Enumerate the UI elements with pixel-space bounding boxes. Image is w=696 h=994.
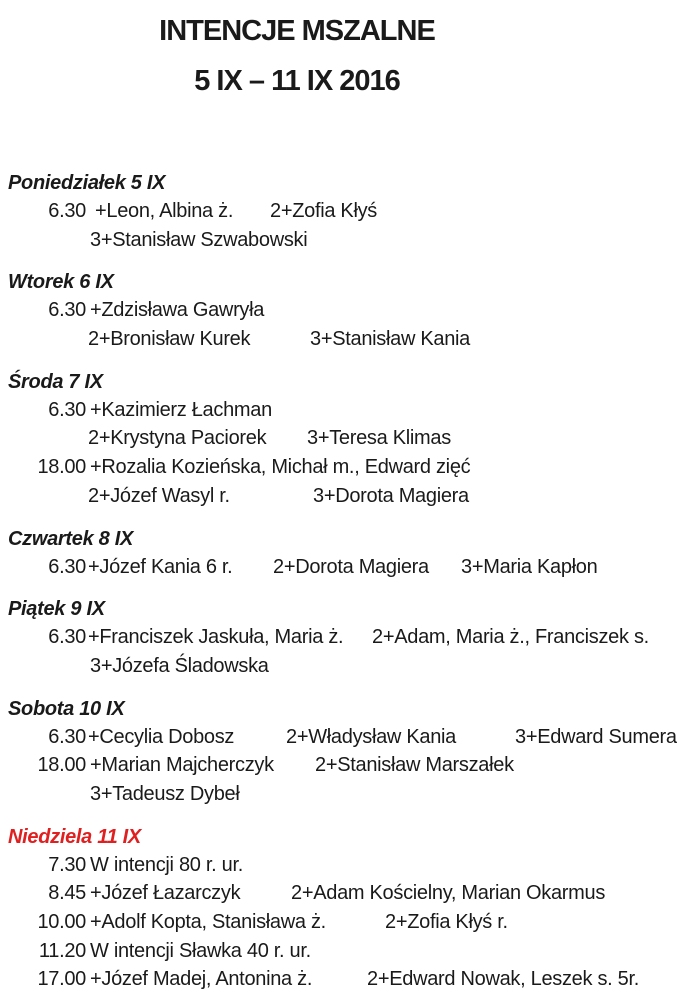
day-heading: Niedziela 11 IX [8,825,141,848]
day-section [0,696,696,809]
mass-intention: 2+Edward Nowak, Leszek s. 5r. [367,968,639,991]
mass-intention: 3+Dorota Magiera [313,484,469,507]
mass-intention: +Marian Majcherczyk [90,754,274,777]
mass-intention: +Cecylia Dobosz [88,725,235,748]
mass-intention: +Józef Łazarczyk [90,882,241,905]
mass-time: 6.30 [48,725,86,748]
mass-time: 8.45 [48,882,86,905]
mass-line [0,396,696,425]
mass-intention: 3+Stanisław Szwabowski [90,228,308,251]
mass-line [0,723,696,752]
mass-intention: 2+Zofia Kłyś [270,200,378,222]
day-heading: Wtorek 6 IX [8,271,114,294]
mass-time: 6.30 [48,626,86,649]
day-heading: Poniedziałek 5 IX [8,172,166,194]
day-section [0,526,696,582]
mass-line [0,197,696,226]
mass-intention: 2+Władysław Kania [286,725,456,748]
day-heading: Piątek 9 IX [8,598,105,621]
mass-intention: 2+Zofia Kłyś r. [385,911,508,933]
bulletin-header [0,0,594,106]
mass-line [0,424,696,453]
mass-intention: 3+Maria Kapłon [461,555,598,578]
mass-intention: +Adolf Kopta, Stanisława ż. [90,911,326,933]
mass-intention: 2+Adam Kościelny, Marian Okarmus [291,882,606,905]
mass-line [0,623,696,652]
mass-intention: W intencji Sławka 40 r. ur. [90,939,311,962]
mass-line [0,226,696,255]
mass-time: 18.00 [37,456,86,479]
mass-time: 6.30 [48,200,86,222]
mass-intention: 2+Bronisław Kurek [88,328,251,351]
mass-line [0,553,696,582]
mass-time: 6.30 [48,299,86,322]
mass-intention: 3+Edward Sumera [515,725,677,748]
day-heading: Czwartek 8 IX [8,527,134,550]
mass-line [0,453,696,482]
mass-intention: +Józef Kania 6 r. [88,555,233,578]
mass-intention: 2+Józef Wasyl r. [88,484,230,507]
mass-line [0,908,696,937]
mass-intention: 3+Teresa Klimas [307,427,451,450]
mass-line [0,879,696,908]
day-heading: Sobota 10 IX [8,697,125,720]
mass-line [0,482,696,511]
mass-intention: 3+Stanisław Kania [310,328,471,351]
mass-line [0,780,696,809]
mass-intention: W intencji 80 r. ur. [90,853,243,876]
day-section [0,269,696,353]
mass-intention: 2+Dorota Magiera [273,555,429,578]
mass-time: 6.30 [48,555,86,578]
mass-intention: 2+Adam, Maria ż., Franciszek s. [372,626,649,649]
mass-line [0,751,696,780]
day-section [0,596,696,680]
page-title: INTENCJE MSZALNE [159,15,435,47]
day-section [0,170,696,254]
mass-time: 7.30 [48,853,86,876]
mass-time: 17.00 [37,968,86,991]
mass-time: 11.20 [38,939,86,962]
mass-intention: 2+Stanisław Marszałek [315,754,514,777]
mass-line [0,851,696,880]
page-subtitle: 5 IX – 11 IX 2016 [194,65,400,97]
mass-intention: +Leon, Albina ż. [95,200,234,222]
mass-intention: +Zdzisława Gawryła [90,299,265,322]
mass-time: 6.30 [48,398,86,421]
mass-intention: +Franciszek Jaskuła, Maria ż. [88,626,344,649]
day-heading: Środa 7 IX [8,370,103,393]
mass-time: 10.00 [37,911,86,933]
mass-line [0,937,696,966]
mass-line [0,652,696,681]
mass-intention: 3+Tadeusz Dybeł [90,782,240,805]
day-section [0,369,696,511]
intentions-list [0,170,696,994]
mass-line [0,325,696,354]
day-section [0,824,696,994]
mass-intention: +Kazimierz Łachman [90,398,272,421]
mass-intention: 2+Krystyna Paciorek [88,427,267,450]
mass-time: 18.00 [37,754,86,777]
mass-intention: +Józef Madej, Antonina ż. [90,968,313,991]
mass-line [0,296,696,325]
mass-intention: 3+Józefa Śladowska [90,654,269,677]
mass-intention: +Rozalia Kozieńska, Michał m., Edward zięć [90,456,471,479]
